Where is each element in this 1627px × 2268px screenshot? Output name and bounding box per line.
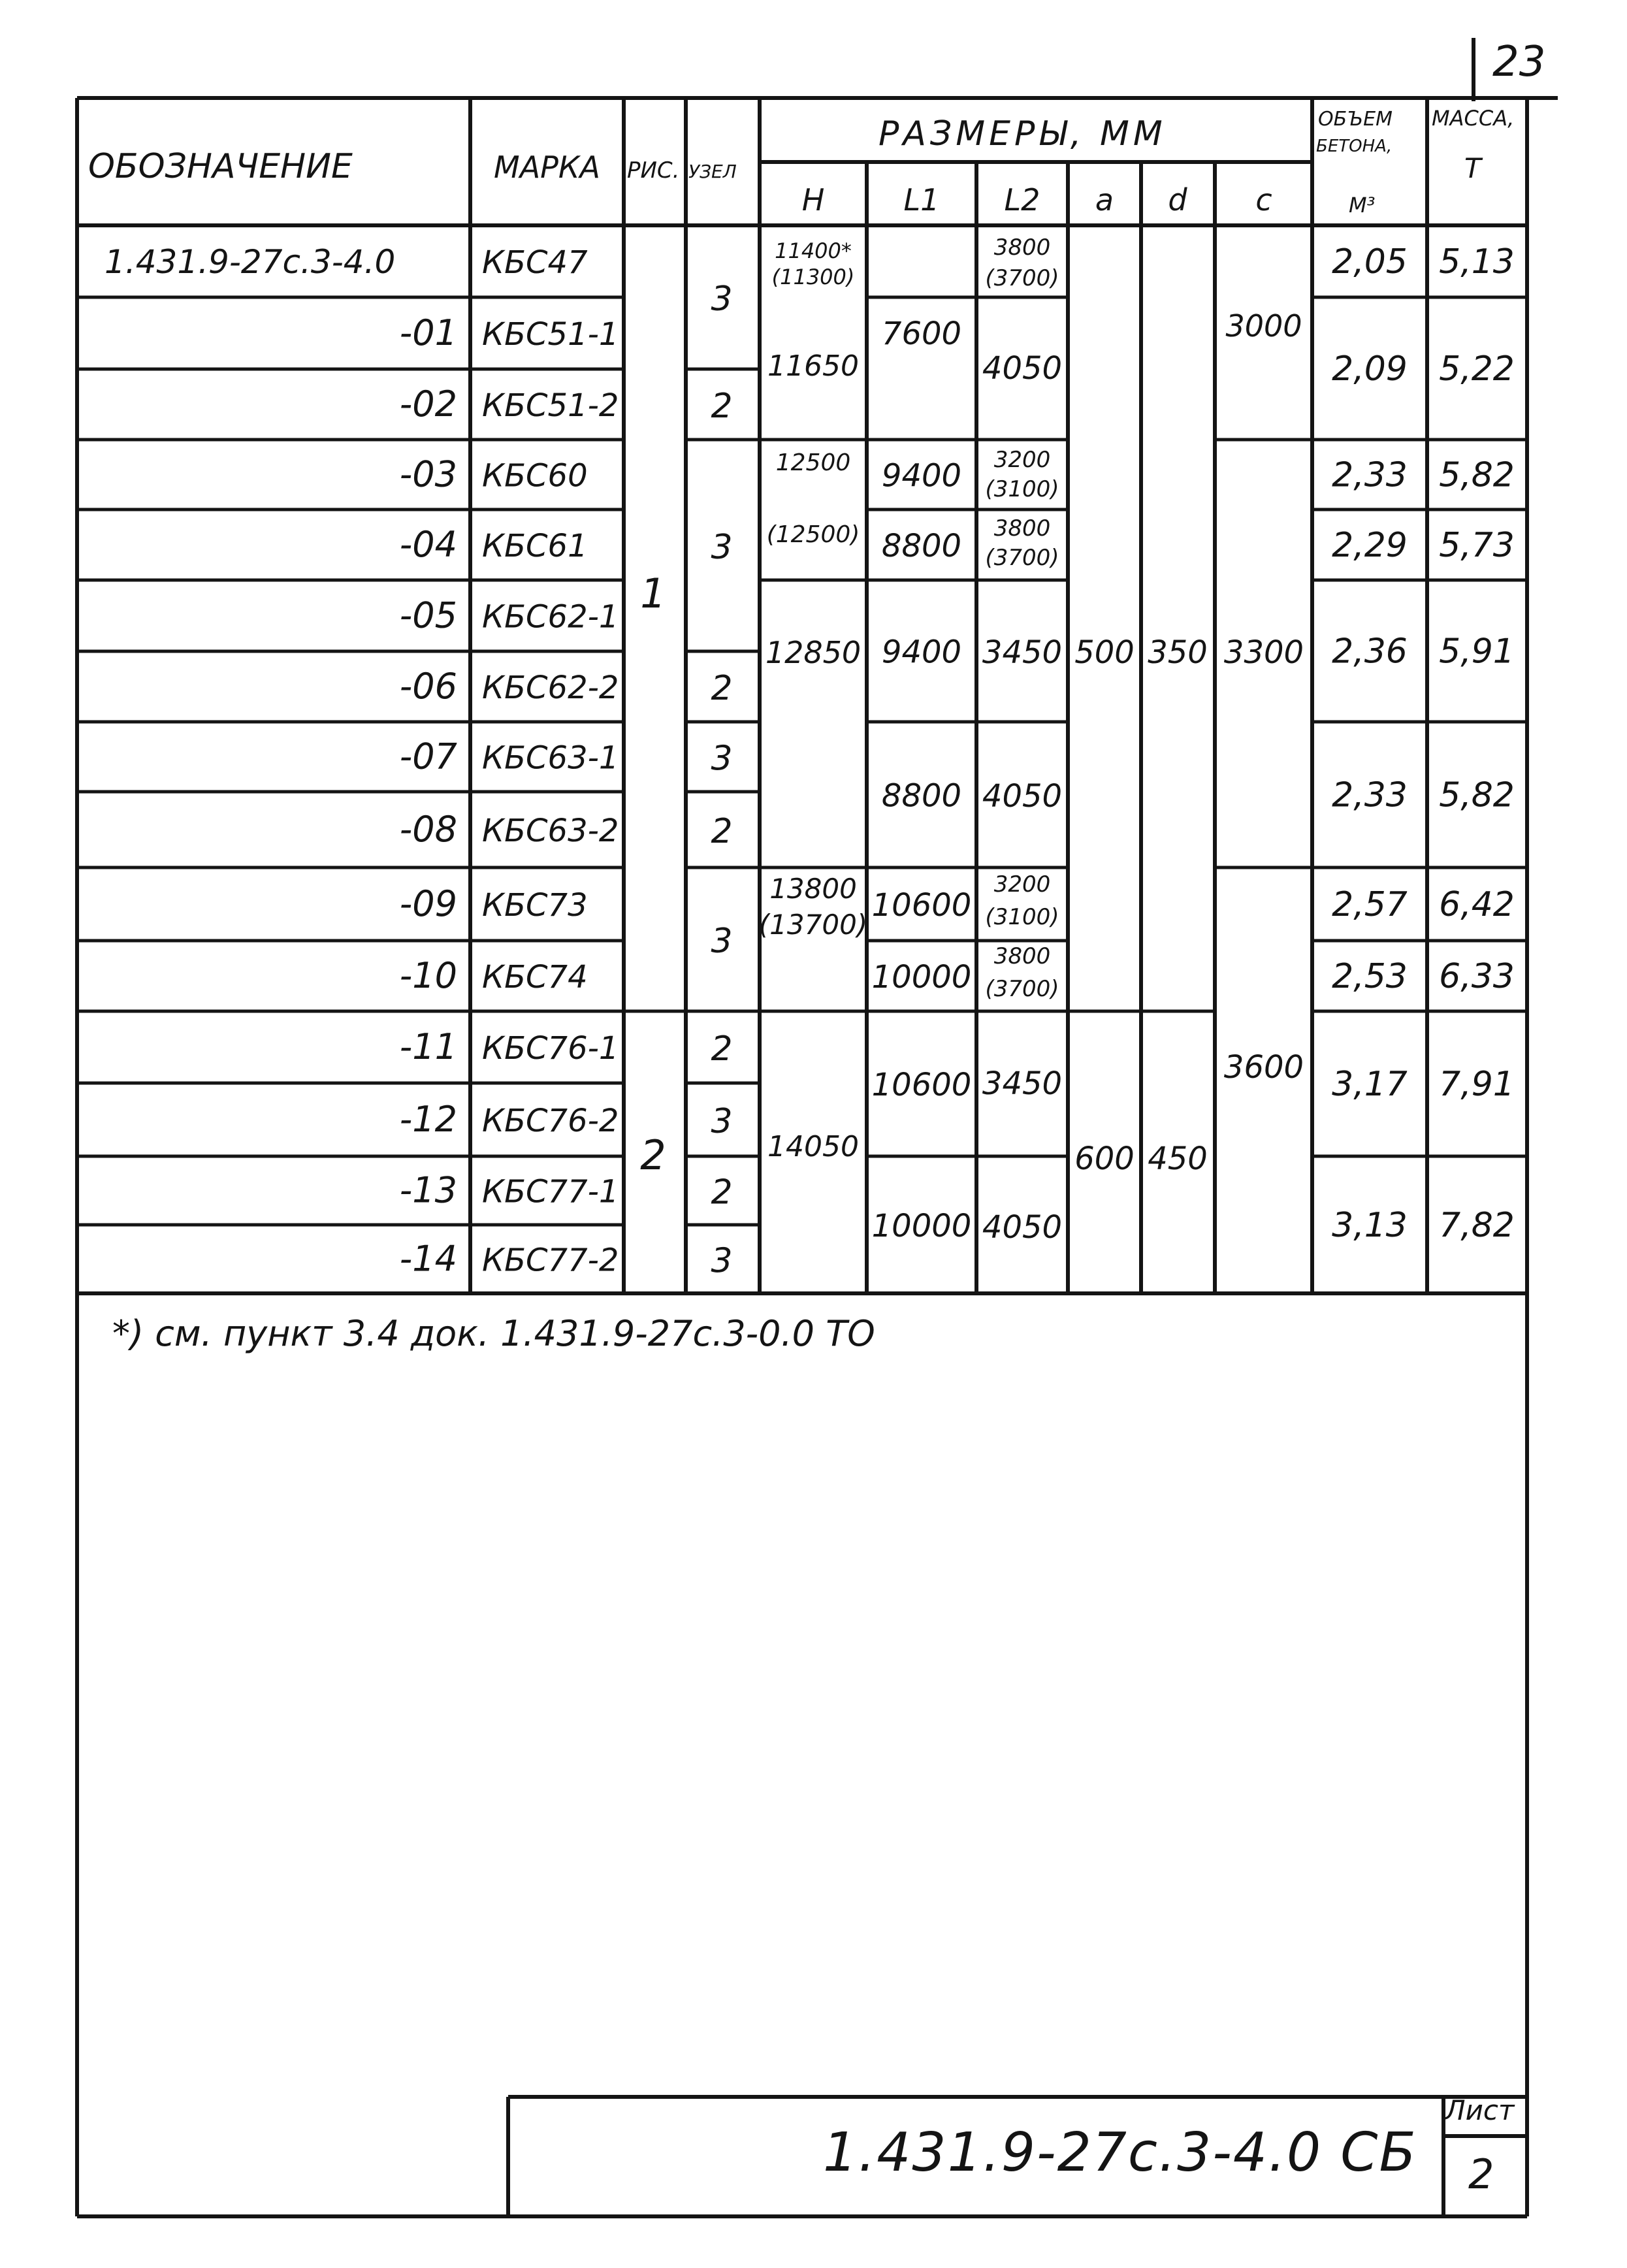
figure-cell: 1: [640, 570, 666, 617]
mass-cell: 7,82: [1439, 1206, 1515, 1245]
mark-cell: КБС77-1: [482, 1173, 619, 1210]
header-figure: РИС.: [627, 157, 680, 184]
mark-cell: КБС62-1: [482, 598, 619, 636]
l2-cell: 3450: [982, 634, 1063, 671]
h-cell: 13800: [769, 873, 857, 905]
h-cell: 11650: [767, 349, 859, 383]
volume-cell: 3,17: [1332, 1065, 1408, 1104]
node-cell: 2: [711, 1173, 733, 1212]
volume-cell: 2,09: [1332, 349, 1408, 389]
footnote: *) см. пункт 3.4 док. 1.431.9-27с.3-0.0 ТО: [112, 1313, 875, 1354]
l2-cell: 3450: [982, 1065, 1063, 1102]
figure-cell: 2: [640, 1131, 666, 1179]
volume-cell: 2,05: [1332, 242, 1408, 282]
designation-cell: -14: [399, 1238, 457, 1280]
l1-cell: 10600: [871, 887, 972, 924]
l2-cell: 3800: [993, 943, 1051, 969]
mark-cell: КБС51-1: [482, 316, 619, 353]
header-designation: ОБОЗНАЧЕНИЕ: [88, 147, 353, 186]
a-cell: 500: [1074, 634, 1135, 671]
designation-cell: -13: [399, 1169, 457, 1211]
mark-cell: КБС63-2: [482, 813, 619, 849]
header-dim-2: L2: [1004, 182, 1040, 218]
designation-cell: 1.431.9-27с.3-4.0: [105, 243, 396, 281]
mass-cell: 5,82: [1439, 775, 1515, 815]
header-mass-1: МАССА,: [1432, 106, 1515, 131]
l2-cell: 4050: [982, 778, 1063, 815]
title-block-sheet-number: 2: [1468, 2150, 1494, 2198]
volume-cell: 3,13: [1332, 1206, 1408, 1245]
header-dim-1: L1: [903, 182, 940, 218]
designation-cell: -11: [399, 1026, 457, 1067]
header-dim-5: c: [1255, 182, 1272, 218]
mass-cell: 7,91: [1439, 1065, 1515, 1104]
designation-cell: -10: [399, 955, 457, 996]
h-cell: (12500): [766, 521, 860, 548]
volume-cell: 2,29: [1332, 526, 1408, 565]
l2-cell: (3100): [985, 476, 1059, 502]
d-cell: 350: [1148, 634, 1208, 671]
header-mark: МАРКА: [494, 150, 601, 185]
page-number: 23: [1492, 38, 1546, 86]
l2-cell: 3800: [993, 515, 1051, 542]
d-cell: 450: [1148, 1141, 1208, 1177]
l1-cell: 8800: [881, 777, 962, 815]
designation-cell: -06: [399, 666, 457, 707]
l2-cell: (3700): [985, 265, 1059, 291]
mark-cell: КБС77-2: [482, 1242, 619, 1279]
mass-cell: 6,33: [1439, 957, 1515, 996]
node-cell: 3: [711, 1241, 733, 1281]
mark-cell: КБС62-2: [482, 670, 619, 706]
header-dim-3: a: [1095, 182, 1114, 218]
designation-cell: -03: [399, 453, 457, 495]
c-cell: 3600: [1223, 1049, 1304, 1086]
designation-cell: -12: [399, 1099, 457, 1140]
l2-cell: 3200: [993, 447, 1051, 473]
c-cell: 3300: [1223, 634, 1304, 671]
header-volume-1: ОБЪЕМ: [1318, 108, 1393, 131]
mark-cell: КБС61: [482, 528, 588, 564]
h-cell: (11300): [771, 265, 855, 289]
volume-cell: 2,33: [1332, 455, 1408, 495]
l2-cell: 4050: [982, 1209, 1063, 1246]
designation-cell: -01: [399, 312, 457, 353]
title-block-sheet-label: Лист: [1445, 2094, 1515, 2126]
mass-cell: 5,73: [1439, 526, 1515, 565]
volume-cell: 2,57: [1332, 885, 1408, 924]
h-cell: 12850: [765, 635, 862, 670]
header-dimensions: РАЗМЕРЫ, ММ: [878, 114, 1167, 154]
mass-cell: 5,13: [1439, 242, 1515, 282]
volume-cell: 2,53: [1332, 957, 1408, 996]
l1-cell: 10000: [871, 959, 972, 996]
header-dim-0: H: [801, 182, 825, 218]
h-cell: 11400*: [775, 238, 852, 263]
l1-cell: 10000: [871, 1208, 972, 1244]
row-lines: [77, 297, 1527, 1225]
volume-cell: 2,36: [1332, 632, 1408, 672]
designation-cell: -04: [399, 524, 457, 565]
volume-cell: 2,33: [1332, 775, 1408, 815]
l2-cell: 3200: [993, 871, 1051, 898]
l1-cell: 9400: [881, 457, 962, 494]
c-cell: 3000: [1225, 308, 1302, 344]
l2-cell: (3100): [985, 904, 1059, 930]
node-cell: 3: [711, 528, 733, 567]
mass-cell: 5,22: [1439, 349, 1515, 389]
header-mass-2: Т: [1464, 152, 1481, 184]
l1-cell: 7600: [881, 316, 962, 352]
node-cell: 3: [711, 922, 733, 961]
dimension-subheaders: [802, 182, 1272, 218]
mark-cell: КБС73: [482, 887, 588, 924]
l2-cell: 4050: [982, 350, 1063, 387]
header-node: УЗЕЛ: [688, 161, 737, 182]
node-cell: 2: [711, 1029, 733, 1069]
l1-cell: 8800: [881, 528, 962, 564]
node-cell: 3: [711, 280, 733, 319]
node-cell: 3: [711, 1102, 733, 1141]
node-cell: 2: [711, 387, 733, 426]
mass-cell: 5,82: [1439, 455, 1515, 495]
l2-cell: (3700): [985, 545, 1059, 571]
node-cell: 3: [711, 739, 733, 779]
mark-cell: КБС76-2: [482, 1103, 619, 1139]
designation-cell: -02: [399, 383, 457, 425]
mark-cell: КБС51-2: [482, 387, 619, 424]
header-dim-4: d: [1168, 182, 1187, 218]
table-body: [105, 235, 1515, 1281]
designation-cell: -08: [399, 809, 457, 850]
l1-cell: 9400: [881, 634, 962, 671]
node-cell: 2: [711, 812, 733, 851]
mark-cell: КБС76-1: [482, 1030, 619, 1067]
h-cell: 12500: [775, 449, 851, 476]
h-cell: (13700): [758, 909, 868, 941]
h-cell: 14050: [767, 1130, 859, 1163]
l2-cell: (3700): [985, 976, 1059, 1002]
title-block-doc-code: 1.431.9-27с.3-4.0 СБ: [823, 2122, 1417, 2184]
designation-cell: -09: [399, 883, 457, 924]
node-cell: 2: [711, 669, 733, 708]
header-volume-3: М³: [1349, 193, 1376, 218]
mark-cell: КБС60: [482, 457, 588, 494]
mark-cell: КБС74: [482, 959, 588, 996]
mass-cell: 5,91: [1439, 632, 1515, 672]
designation-cell: -05: [399, 594, 457, 636]
mark-cell: КБС47: [482, 244, 588, 281]
mass-cell: 6,42: [1439, 885, 1515, 924]
mark-cell: КБС63-1: [482, 739, 619, 777]
designation-cell: -07: [399, 736, 457, 777]
l1-cell: 10600: [871, 1067, 972, 1103]
l2-cell: 3800: [993, 235, 1051, 261]
header-volume-2: БЕТОНА,: [1316, 137, 1393, 156]
a-cell: 600: [1074, 1141, 1135, 1177]
